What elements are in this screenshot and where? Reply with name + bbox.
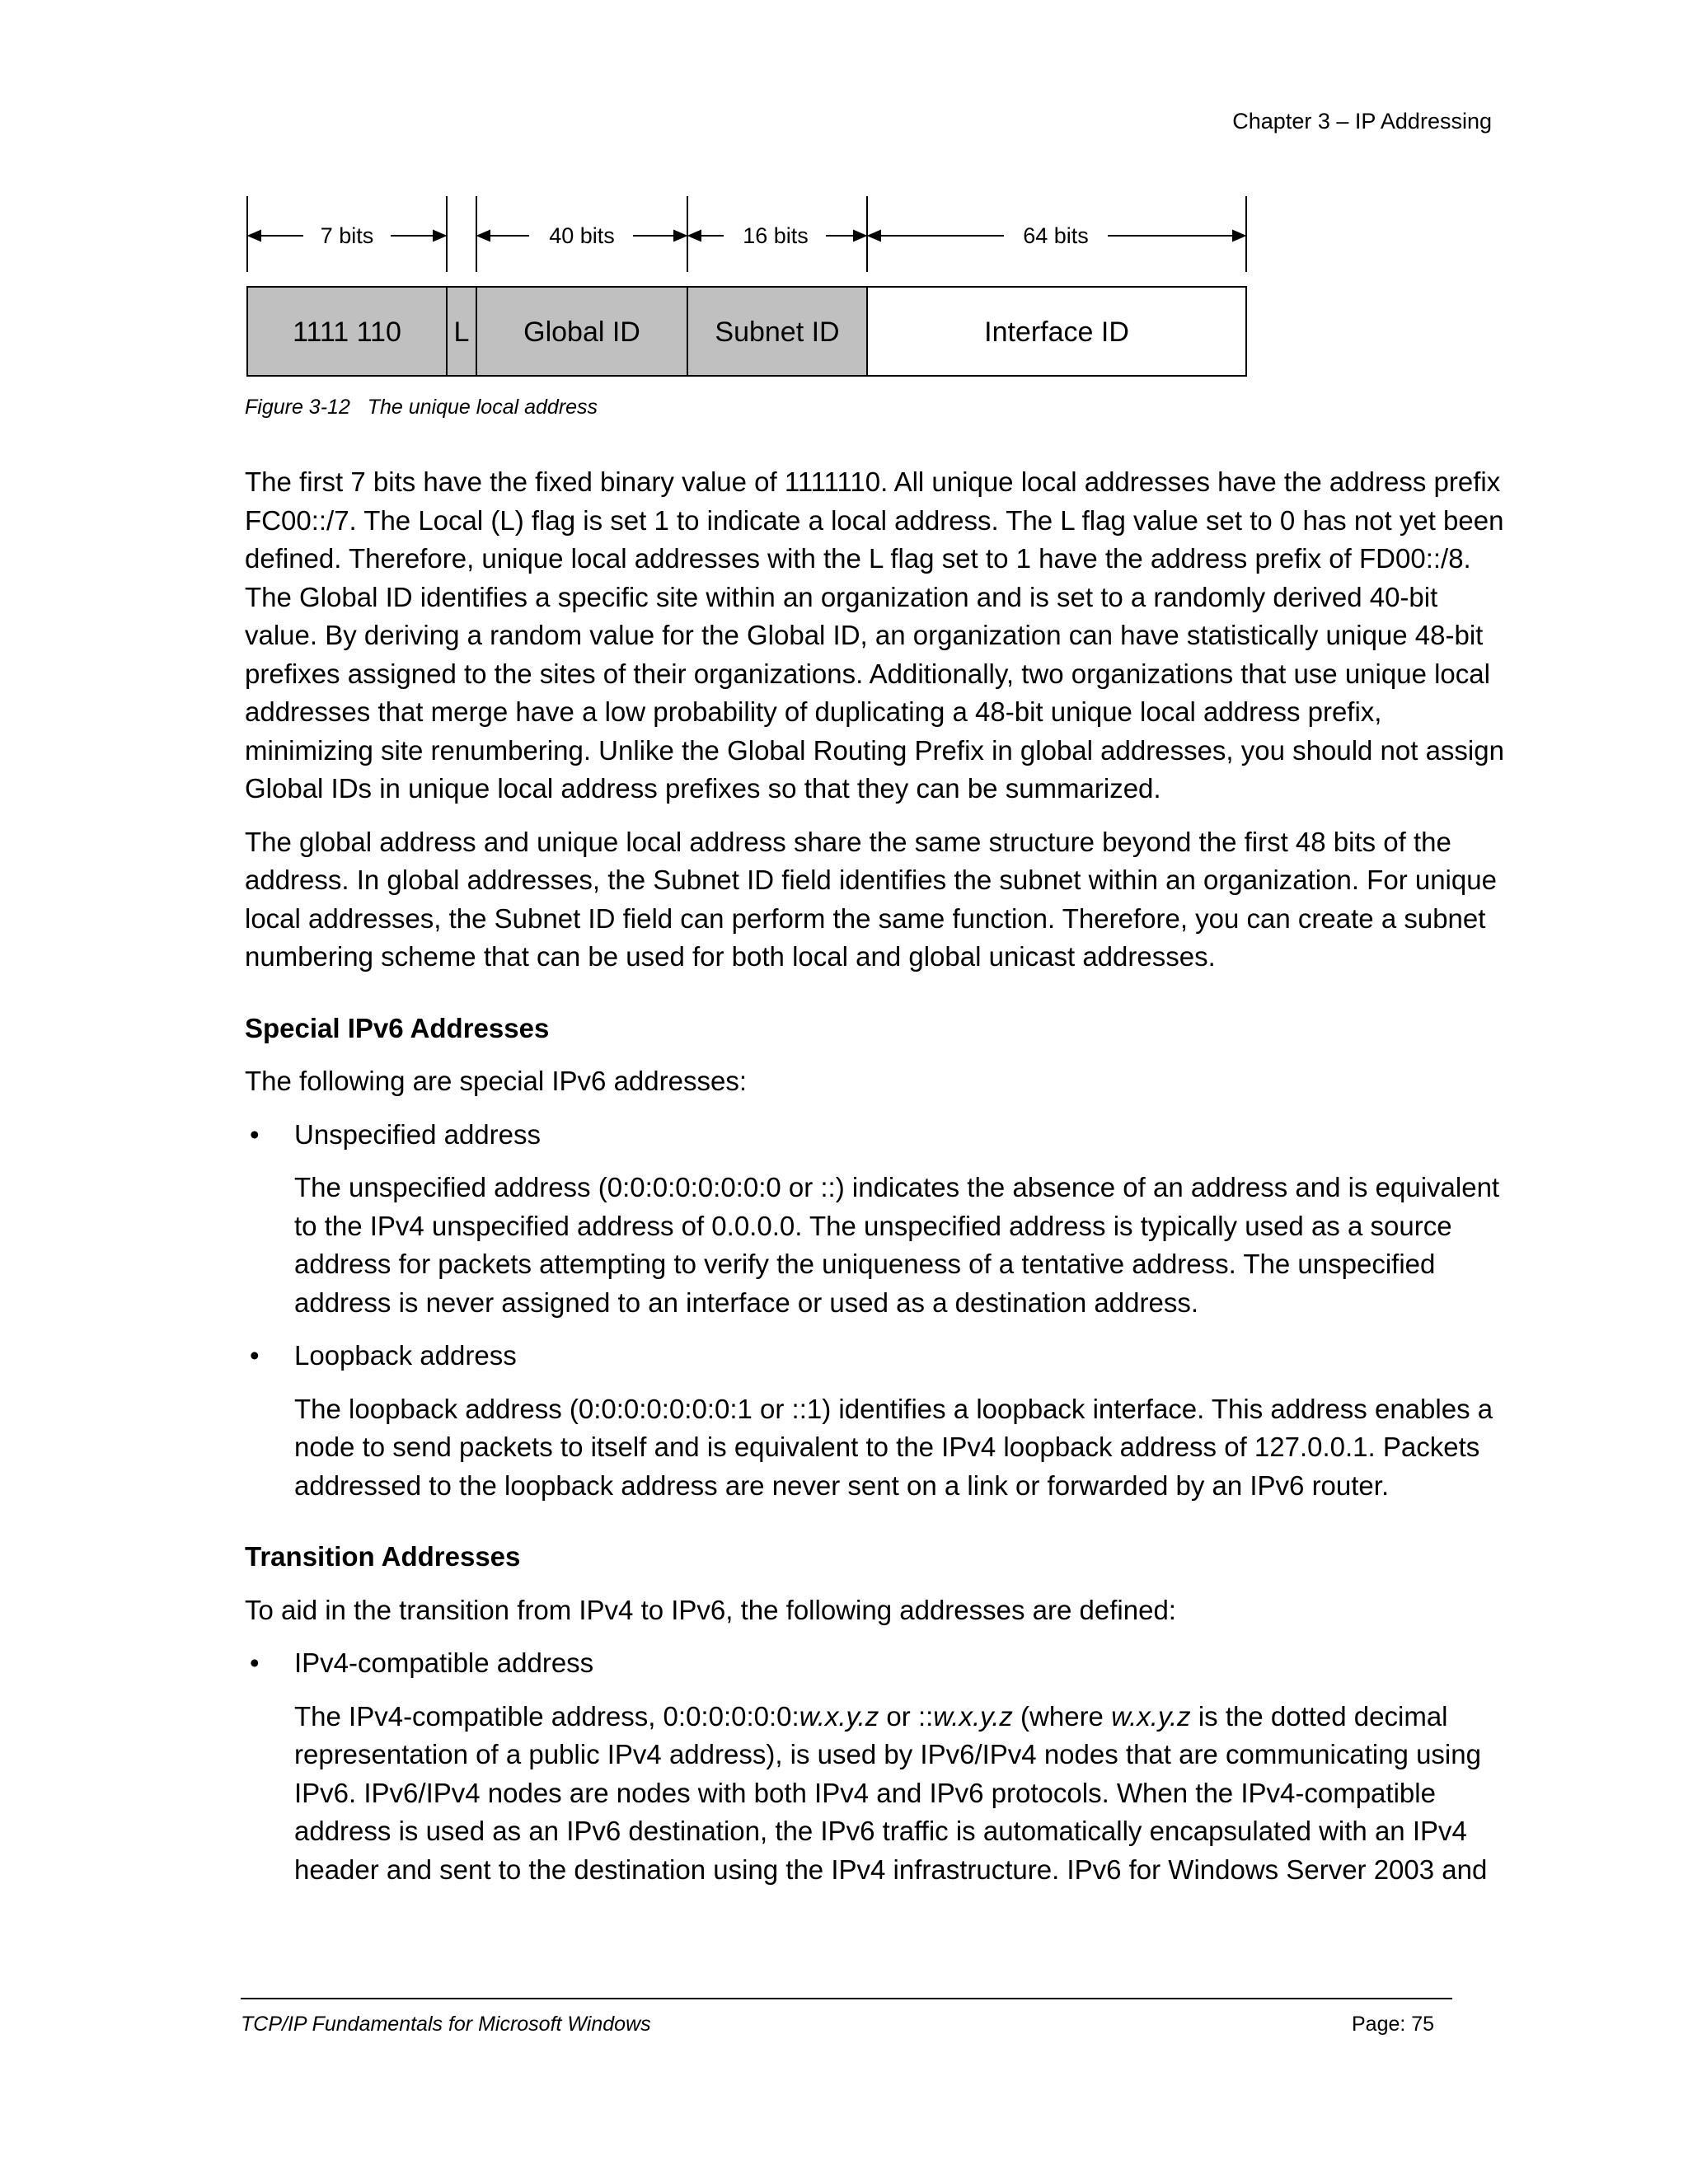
bits-label-16: 16 bits xyxy=(743,223,809,248)
list-item-title: Loopback address xyxy=(294,1340,517,1371)
transition-intro: To aid in the transition from IPv4 to IPv6, the following addresses are defined: xyxy=(245,1594,1176,1625)
footer-book-title: TCP/IP Fundamentals for Microsoft Windows xyxy=(241,2013,651,2036)
field-subnet-id-label: Subnet ID xyxy=(715,316,840,348)
bits-label-64: 64 bits xyxy=(1023,223,1089,248)
field-prefix-label: 1111 110 xyxy=(293,316,401,348)
arrowhead-icon xyxy=(249,231,260,241)
arrowhead-icon xyxy=(478,231,490,241)
bits-label-7: 7 bits xyxy=(320,223,374,248)
bullet-icon: • xyxy=(250,1340,260,1371)
list-item xyxy=(245,1116,1506,1155)
list-item-description: The unspecified address (0:0:0:0:0:0:0:0 or ::) indicates the absence of an address and is equivalent to the IPv4 unspecified address of 0.0.0.0. The unspecified address is typically used as a source address for packets attempting to verify the uniqueness of a tentative address. The unspecified address is never assigned to an interface or used as a destination address. xyxy=(294,1172,1500,1318)
body-text xyxy=(245,463,1506,1904)
section-heading-transition: Transition Addresses xyxy=(245,1541,521,1572)
list-item-description xyxy=(245,1698,1506,1890)
arrowhead-icon xyxy=(434,231,445,241)
paragraph-1: The first 7 bits have the fixed binary value of 1111110. All unique local addresses have the address prefix FC00::/7. The Local (L) flag is set 1 to indicate a local address. The L flag value set to 0 has not yet been defined. Therefore, unique local addresses with the L flag set to 1 have the address prefix of FD00::/8. The Global ID identifies a specific site within an organization and is set to a randomly derived 40-bit value. By deriving a random value for the Global ID, an organization can have statistically unique 48-bit prefixes assigned to the sites of their organizations. Additionally, two organizations that use unique local addresses that merge have a low probability of duplicating a 48-bit unique local address prefix, minimizing site renumbering. Unlike the Global Routing Prefix in global addresses, you should not assign Global IDs in unique local address prefixes so that they can be summarized. xyxy=(245,466,1504,804)
italic-run: w.x.y.z xyxy=(1111,1700,1191,1732)
field-l-flag-label: L xyxy=(453,316,470,348)
field-global-id-label: Global ID xyxy=(523,316,640,348)
section-heading-special: Special IPv6 Addresses xyxy=(245,1012,550,1043)
bits-label-40: 40 bits xyxy=(549,223,615,248)
special-intro: The following are special IPv6 addresses: xyxy=(245,1066,747,1096)
bullet-icon: • xyxy=(250,1118,260,1150)
text-run: The IPv4-compatible address, 0:0:0:0:0:0: xyxy=(294,1700,799,1732)
unique-local-address-diagram xyxy=(244,196,1251,379)
text-run: is the dotted decimal representation of a public IPv4 address), is used by IPv6/IPv4 nodes that are communicating using IPv6. IPv6/IPv4 nodes are nodes with both IPv4 and IPv6 protocols. When the IPv4-compatible address is used as an IPv6 destination, the IPv6 traffic is automatically encapsulated with an IPv4 header and sent to the destination using the IPv4 infrastructure. IPv6 for Windows Server 2003 and xyxy=(294,1700,1488,1885)
list-item-title: IPv4-compatible address xyxy=(294,1647,594,1678)
arrowhead-icon xyxy=(854,231,865,241)
text-run: or :: xyxy=(879,1700,934,1732)
list-item-title: Unspecified address xyxy=(294,1118,541,1150)
list-item-description: The loopback address (0:0:0:0:0:0:0:1 or ::1) identifies a loopback interface. This address enables a node to send packets to itself and is equivalent to the IPv4 loopback address of 127.0.0.1. Packets addressed to the loopback address are never sent on a link or forwarded by an IPv6 router. xyxy=(294,1393,1493,1501)
arrowhead-icon xyxy=(674,231,686,241)
italic-run: w.x.y.z xyxy=(933,1700,1013,1732)
figure-title: The unique local address xyxy=(367,396,598,419)
figure-caption xyxy=(245,396,598,419)
italic-run: w.x.y.z xyxy=(799,1700,879,1732)
arrowhead-icon xyxy=(1233,231,1245,241)
figure-number: Figure 3-12 xyxy=(245,396,350,419)
text-run: (where xyxy=(1012,1700,1112,1732)
running-header: Chapter 3 – IP Addressing xyxy=(1232,109,1492,134)
footer-page-number: Page: 75 xyxy=(1352,2013,1435,2036)
arrowhead-icon xyxy=(689,231,701,241)
paragraph-2: The global address and unique local address share the same structure beyond the first 48 bits of the address. In global addresses, the Subnet ID field identifies the subnet within an organization. For unique local addresses, the Subnet ID field can perform the same function. Therefore, you can create a subnet numbering scheme that can be used for both local and global unicast addresses. xyxy=(245,826,1497,972)
arrowhead-icon xyxy=(869,231,880,241)
bullet-icon: • xyxy=(250,1647,260,1678)
footer-divider xyxy=(241,1998,1452,1999)
list-item xyxy=(245,1337,1506,1376)
list-item xyxy=(245,1644,1506,1683)
field-interface-id-label: Interface ID xyxy=(984,316,1129,348)
